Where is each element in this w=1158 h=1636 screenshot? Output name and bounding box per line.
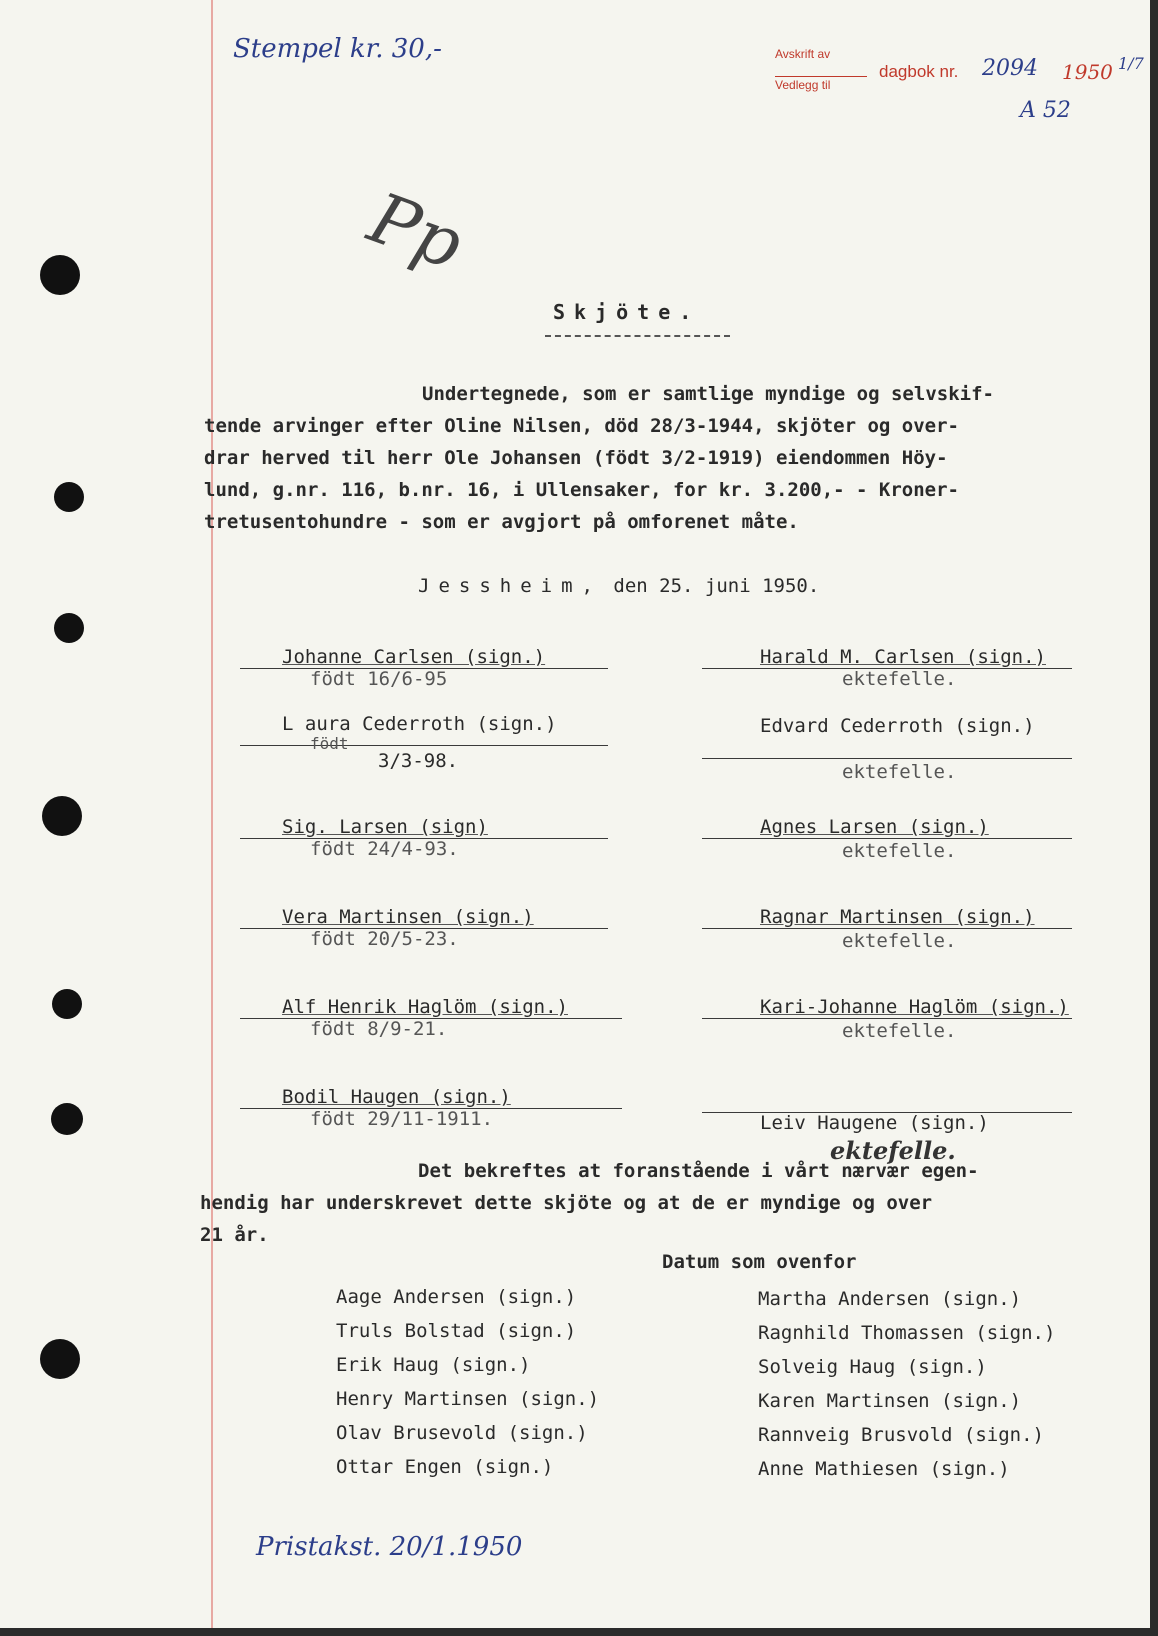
spouse-signature: Kari-Johanne Haglöm (sign.) bbox=[760, 996, 1069, 1018]
binder-hole bbox=[51, 1103, 83, 1135]
heir-birthdate: födt 16/6-95 bbox=[310, 668, 448, 690]
document-title: Skjöte. bbox=[553, 300, 701, 324]
witness-list-left bbox=[336, 1280, 599, 1484]
signature-line bbox=[702, 838, 1072, 839]
place-name: Jessheim, bbox=[418, 575, 602, 597]
spouse-label: ektefelle. bbox=[842, 761, 957, 783]
witness-list-right bbox=[758, 1282, 1055, 1486]
datum-note: Datum som ovenfor bbox=[662, 1251, 857, 1273]
binder-hole bbox=[40, 255, 80, 295]
archive-reference: A 52 bbox=[1020, 98, 1071, 123]
binder-hole bbox=[52, 989, 82, 1019]
spouse-signature: Ragnar Martinsen (sign.) bbox=[760, 906, 1035, 928]
certification-line: 21 år. bbox=[200, 1224, 269, 1246]
spouse-handwritten-label: ektefelle. bbox=[830, 1136, 956, 1165]
heir-signature: L aura Cederroth (sign.) bbox=[282, 713, 557, 735]
signature-line bbox=[240, 745, 608, 746]
place-date bbox=[418, 575, 819, 597]
heir-signature: Vera Martinsen (sign.) bbox=[282, 906, 534, 928]
heir-signature: Johanne Carlsen (sign.) bbox=[282, 646, 546, 668]
body-line: tende arvinger efter Oline Nilsen, död 28/3-1944, skjöter og over- bbox=[204, 415, 959, 437]
deed-paragraph bbox=[204, 378, 994, 538]
heir-birthdate: födt 29/11-1911. bbox=[310, 1108, 494, 1130]
witness-name: Olav Brusevold (sign.) bbox=[336, 1422, 588, 1444]
heir-birthdate: 3/3-98. bbox=[378, 750, 459, 772]
dagbok-date: 1/7 bbox=[1118, 54, 1144, 73]
binder-hole bbox=[42, 796, 82, 836]
spouse-signature: Agnes Larsen (sign.) bbox=[760, 816, 989, 838]
signature-line bbox=[702, 1018, 1072, 1019]
certification-line: hendig har underskrevet dette skjöte og at de er myndige og over bbox=[200, 1192, 933, 1214]
witness-name: Ragnhild Thomassen (sign.) bbox=[758, 1322, 1056, 1344]
initials-mark: Pp bbox=[358, 176, 474, 286]
witness-name: Solveig Haug (sign.) bbox=[758, 1356, 987, 1378]
spouse-label: ektefelle. bbox=[842, 840, 957, 862]
spouse-signature: Edvard Cederroth (sign.) bbox=[760, 715, 1035, 737]
body-line: Undertegnede, som er samtlige myndige og selvskif- bbox=[422, 383, 994, 405]
certification-paragraph bbox=[200, 1155, 979, 1251]
spouse-signature: Leiv Haugene (sign.) bbox=[760, 1112, 989, 1134]
stamp-line-1: Avskrift av bbox=[775, 47, 831, 61]
heir-birth-label: födt bbox=[310, 734, 349, 753]
heir-birthdate: födt 20/5-23. bbox=[310, 928, 459, 950]
heir-birthdate: födt 8/9-21. bbox=[310, 1018, 448, 1040]
binder-hole bbox=[40, 1339, 80, 1379]
body-line: tretusentohundre - som er avgjort på omforenet måte. bbox=[204, 511, 799, 533]
title-underline bbox=[545, 335, 730, 337]
stamp-fee-note: Stempel kr. 30,- bbox=[233, 34, 442, 64]
witness-name: Martha Andersen (sign.) bbox=[758, 1288, 1022, 1310]
body-line: drar herved til herr Ole Johansen (födt 3/2-1919) eiendommen Höy- bbox=[204, 447, 948, 469]
witness-name: Truls Bolstad (sign.) bbox=[336, 1320, 577, 1342]
heir-birthdate: födt 24/4-93. bbox=[310, 838, 459, 860]
dagbok-number: 2094 bbox=[982, 56, 1038, 81]
margin-rule bbox=[211, 0, 213, 1628]
witness-name: Rannveig Brusvold (sign.) bbox=[758, 1424, 1044, 1446]
spouse-label: ektefelle. bbox=[842, 930, 957, 952]
spouse-label: ektefelle. bbox=[842, 1020, 957, 1042]
witness-name: Erik Haug (sign.) bbox=[336, 1354, 531, 1376]
witness-name: Ottar Engen (sign.) bbox=[336, 1456, 554, 1478]
binder-hole bbox=[54, 613, 84, 643]
stamp-line-2: Vedlegg til bbox=[775, 76, 867, 93]
heir-signature: Sig. Larsen (sign) bbox=[282, 816, 488, 838]
spouse-label: ektefelle. bbox=[842, 668, 957, 690]
certification-line: Det bekreftes at foranstående i vårt nærvær egen- bbox=[418, 1160, 979, 1182]
witness-name: Karen Martinsen (sign.) bbox=[758, 1390, 1022, 1412]
heir-signature: Alf Henrik Haglöm (sign.) bbox=[282, 996, 568, 1018]
deed-date: den 25. juni 1950. bbox=[613, 575, 820, 597]
heir-signature: Bodil Haugen (sign.) bbox=[282, 1086, 511, 1108]
binder-hole bbox=[54, 482, 84, 512]
body-line: lund, g.nr. 116, b.nr. 16, i Ullensaker, for kr. 3.200,- - Kroner- bbox=[204, 479, 959, 501]
signature-line bbox=[702, 758, 1072, 759]
spouse-signature: Harald M. Carlsen (sign.) bbox=[760, 646, 1046, 668]
stamp-main: dagbok nr. bbox=[879, 62, 959, 81]
price-assessment-note: Pristakst. 20/1.1950 bbox=[256, 1532, 523, 1562]
witness-name: Aage Andersen (sign.) bbox=[336, 1286, 577, 1308]
dagbok-year: 1950 bbox=[1062, 60, 1113, 84]
signature-line bbox=[702, 928, 1072, 929]
witness-name: Henry Martinsen (sign.) bbox=[336, 1388, 600, 1410]
witness-name: Anne Mathiesen (sign.) bbox=[758, 1458, 1010, 1480]
